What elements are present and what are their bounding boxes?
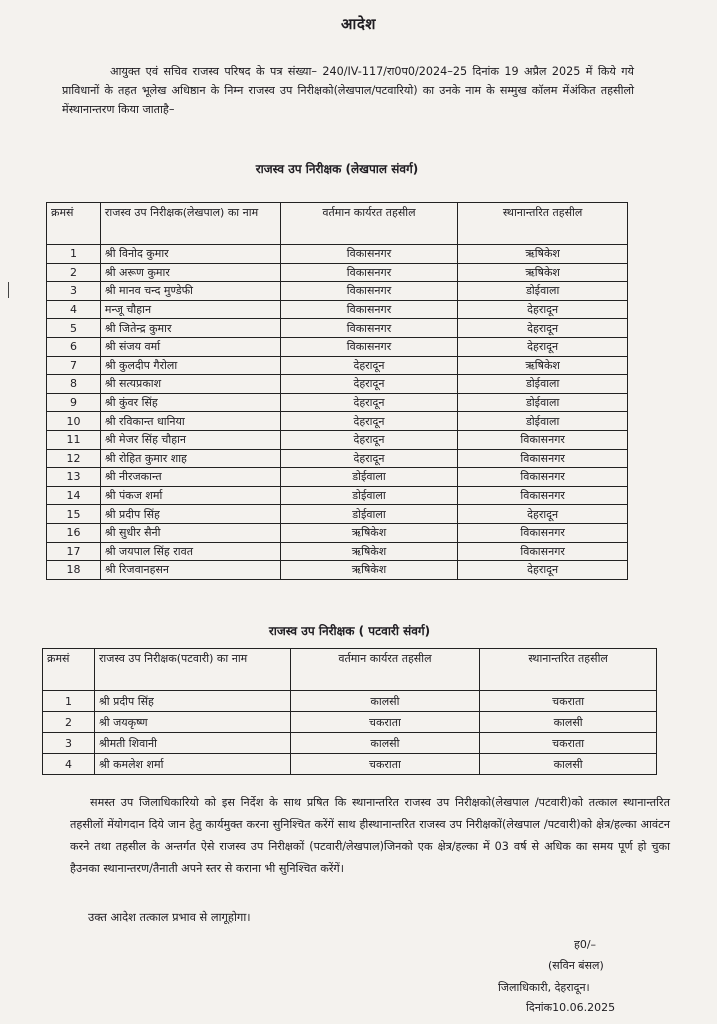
cell-name: श्री सत्यप्रकाश: [100, 375, 280, 394]
cell-transferred-tehsil: डोईवाला: [458, 393, 628, 412]
cell-current-tehsil: कालसी: [290, 733, 480, 754]
cell-transferred-tehsil: विकासनगर: [458, 430, 628, 449]
table-row: [47, 523, 628, 542]
cell-name: श्री रविकान्त धानिया: [100, 412, 280, 431]
cell-transferred-tehsil: विकासनगर: [458, 449, 628, 468]
table-row: [47, 486, 628, 505]
table-row: [47, 393, 628, 412]
closing-paragraph: समस्त उप जिलाधिकारियो को इस निर्देश के साथ प्रषित कि स्थानान्तरित राजस्व उप निरीक्षको(लेखपाल /पटवारी)को तत्काल स्थानान्तरित तहसीलों मेंयोगदान दिये जान हेतु कार्यमुक्त करना सुनिश्चित करेंगें साथ हीस्थानान्तरित राजस्व उप निरीक्षकों(लेखपाल /पटवारी)को क्षेत्र/हल्का आवंटन करने तथा तहसील के अन्तर्गत ऐसे राजस्व उप निरीक्षकों (पटवारी/लेखपाल)जिनको एक क्षेत्र/हल्का में 03 वर्ष से अधिक का समय पूर्ण हो चुका हैउनका स्थानान्तरण/तैनाती अपने स्तर से कराना भी सुनिश्चित करेंगें।: [70, 796, 670, 875]
cell-transferred-tehsil: चकराता: [480, 691, 657, 712]
col-header-serial: क्रमसं: [47, 203, 101, 245]
cell-name: श्री जयकृष्ण: [94, 712, 290, 733]
cell-current-tehsil: विकासनगर: [280, 319, 458, 338]
cell-serial: 9: [47, 393, 101, 412]
table-row: [43, 691, 657, 712]
cell-name: श्रीमती शिवानी: [94, 733, 290, 754]
table-row: [43, 754, 657, 775]
cell-current-tehsil: देहरादून: [280, 430, 458, 449]
cell-transferred-tehsil: देहरादून: [458, 337, 628, 356]
section1-heading: राजस्व उप निरीक्षक (लेखपाल संवर्ग): [255, 162, 419, 176]
cell-name: मन्जू चौहान: [100, 300, 280, 319]
cell-serial: 7: [47, 356, 101, 375]
cell-serial: 4: [43, 754, 95, 775]
cell-current-tehsil: विकासनगर: [280, 263, 458, 282]
cell-transferred-tehsil: डोईवाला: [458, 282, 628, 301]
cell-name: श्री मेजर सिंह चौहान: [100, 430, 280, 449]
cell-current-tehsil: देहरादून: [280, 412, 458, 431]
cell-current-tehsil: ऋषिकेश: [280, 523, 458, 542]
col-header-transferred: स्थानान्तरित तहसील: [480, 649, 657, 691]
col-header-transferred: स्थानान्तरित तहसील: [458, 203, 628, 245]
cell-current-tehsil: चकराता: [290, 754, 480, 775]
cell-current-tehsil: चकराता: [290, 712, 480, 733]
cell-serial: 3: [43, 733, 95, 754]
patwari-transfer-table: [42, 648, 657, 775]
cell-name: श्री जयपाल सिंह रावत: [100, 542, 280, 561]
cell-name: श्री पंकज शर्मा: [100, 486, 280, 505]
table-row: [47, 356, 628, 375]
cell-serial: 4: [47, 300, 101, 319]
table-row: [47, 319, 628, 338]
margin-mark: [8, 282, 9, 298]
lekhpal-transfer-table: [46, 202, 628, 580]
table-row: [47, 449, 628, 468]
cell-transferred-tehsil: ऋषिकेश: [458, 263, 628, 282]
cell-serial: 12: [47, 449, 101, 468]
cell-transferred-tehsil: ऋषिकेश: [458, 356, 628, 375]
cell-transferred-tehsil: विकासनगर: [458, 468, 628, 487]
cell-serial: 3: [47, 282, 101, 301]
table-row: [47, 337, 628, 356]
cell-serial: 1: [47, 245, 101, 264]
cell-transferred-tehsil: कालसी: [480, 754, 657, 775]
table-row: [47, 245, 628, 264]
table-row: [47, 468, 628, 487]
cell-name: श्री सुधीर सैनी: [100, 523, 280, 542]
table-row: [47, 430, 628, 449]
table-row: [47, 375, 628, 394]
table-row: [47, 282, 628, 301]
effect-statement: उक्त आदेश तत्काल प्रभाव से लागूहोगा।: [88, 910, 251, 924]
cell-serial: 5: [47, 319, 101, 338]
cell-current-tehsil: ऋषिकेश: [280, 542, 458, 561]
cell-serial: 2: [43, 712, 95, 733]
order-date: दिनांक10.06.2025: [526, 1001, 616, 1014]
table-row: [43, 712, 657, 733]
cell-name: श्री रिजवानहसन: [100, 561, 280, 580]
cell-serial: 16: [47, 523, 101, 542]
col-header-name: राजस्व उप निरीक्षक(पटवारी) का नाम: [94, 649, 290, 691]
table-row: [47, 263, 628, 282]
cell-serial: 14: [47, 486, 101, 505]
cell-transferred-tehsil: देहरादून: [458, 505, 628, 524]
cell-current-tehsil: विकासनगर: [280, 282, 458, 301]
signature-mark: ह0/–: [574, 938, 597, 951]
table-row: [43, 733, 657, 754]
cell-serial: 11: [47, 430, 101, 449]
cell-name: श्री प्रदीप सिंह: [94, 691, 290, 712]
cell-transferred-tehsil: कालसी: [480, 712, 657, 733]
cell-name: श्री नीरजकान्त: [100, 468, 280, 487]
cell-current-tehsil: देहरादून: [280, 356, 458, 375]
table-row: [47, 561, 628, 580]
table-row: [47, 300, 628, 319]
cell-name: श्री मानव चन्द मुण्डेफी: [100, 282, 280, 301]
cell-current-tehsil: ऋषिकेश: [280, 561, 458, 580]
table-row: [47, 542, 628, 561]
cell-name: श्री रोहित कुमार शाह: [100, 449, 280, 468]
cell-transferred-tehsil: विकासनगर: [458, 486, 628, 505]
cell-serial: 2: [47, 263, 101, 282]
cell-current-tehsil: देहरादून: [280, 393, 458, 412]
cell-serial: 1: [43, 691, 95, 712]
cell-transferred-tehsil: डोईवाला: [458, 412, 628, 431]
cell-transferred-tehsil: विकासनगर: [458, 523, 628, 542]
cell-current-tehsil: देहरादून: [280, 375, 458, 394]
cell-transferred-tehsil: डोईवाला: [458, 375, 628, 394]
cell-current-tehsil: विकासनगर: [280, 337, 458, 356]
cell-name: श्री जितेन्द्र कुमार: [100, 319, 280, 338]
intro-paragraph: आयुक्त एवं सचिव राजस्व परिषद के पत्र संख्या– 240/IV-117/रा0प0/2024–25 दिनांक 19 अप्रैल 2025 में किये गये प्राविधानों के तहत भूलेख अधिष्ठान के निम्न राजस्व उप निरीक्षको(लेखपाल/पटवारियो) का उनके नाम के सम्मुख कॉलम मेंअंकित तहसीलो मेंस्थानान्तरण किया जाताहै–: [62, 65, 634, 116]
cell-transferred-tehsil: देहरादून: [458, 319, 628, 338]
cell-transferred-tehsil: देहरादून: [458, 300, 628, 319]
col-header-name: राजस्व उप निरीक्षक(लेखपाल) का नाम: [100, 203, 280, 245]
cell-current-tehsil: कालसी: [290, 691, 480, 712]
cell-serial: 10: [47, 412, 101, 431]
cell-name: श्री कुंवर सिंह: [100, 393, 280, 412]
table-header-row: [43, 649, 657, 691]
cell-transferred-tehsil: चकराता: [480, 733, 657, 754]
table-header-row: [47, 203, 628, 245]
cell-name: श्री अरूण कुमार: [100, 263, 280, 282]
cell-transferred-tehsil: विकासनगर: [458, 542, 628, 561]
cell-current-tehsil: विकासनगर: [280, 245, 458, 264]
cell-serial: 8: [47, 375, 101, 394]
cell-serial: 6: [47, 337, 101, 356]
col-header-serial: क्रमसं: [43, 649, 95, 691]
col-header-current: वर्तमान कार्यरत तहसील: [280, 203, 458, 245]
cell-current-tehsil: विकासनगर: [280, 300, 458, 319]
cell-serial: 18: [47, 561, 101, 580]
page-title: आदेश: [341, 15, 376, 33]
signatory-designation: जिलाधिकारी, देहरादून।: [498, 981, 590, 994]
cell-current-tehsil: डोईवाला: [280, 468, 458, 487]
signatory-name: (सविन बंसल): [548, 959, 604, 972]
cell-current-tehsil: डोईवाला: [280, 505, 458, 524]
cell-current-tehsil: डोईवाला: [280, 486, 458, 505]
section2-heading: राजस्व उप निरीक्षक ( पटवारी संवर्ग): [268, 624, 431, 638]
table-row: [47, 505, 628, 524]
table-row: [47, 412, 628, 431]
cell-transferred-tehsil: देहरादून: [458, 561, 628, 580]
cell-serial: 15: [47, 505, 101, 524]
cell-name: श्री कुलदीप गैरोला: [100, 356, 280, 375]
col-header-current: वर्तमान कार्यरत तहसील: [290, 649, 480, 691]
cell-name: श्री कमलेश शर्मा: [94, 754, 290, 775]
cell-serial: 17: [47, 542, 101, 561]
cell-transferred-tehsil: ऋषिकेश: [458, 245, 628, 264]
cell-current-tehsil: देहरादून: [280, 449, 458, 468]
cell-name: श्री विनोद कुमार: [100, 245, 280, 264]
cell-name: श्री संजय वर्मा: [100, 337, 280, 356]
cell-serial: 13: [47, 468, 101, 487]
cell-name: श्री प्रदीप सिंह: [100, 505, 280, 524]
